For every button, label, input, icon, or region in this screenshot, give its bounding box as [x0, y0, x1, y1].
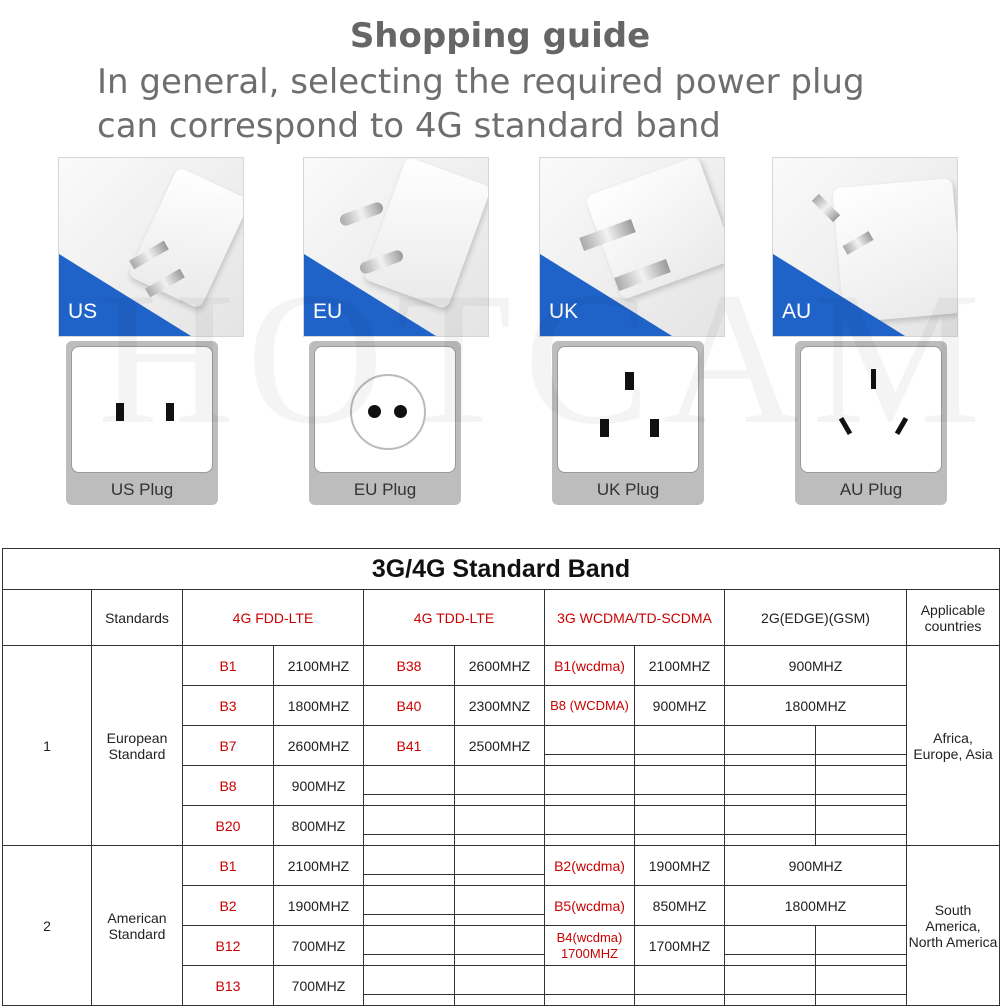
freq-cell: 1900MHZ: [635, 846, 725, 886]
freq-cell: 1800MHZ: [725, 686, 907, 726]
freq-cell: 700MHZ: [274, 926, 364, 966]
band-cell: B8 (WCDMA): [545, 686, 635, 726]
band-cell: B4(wcdma) 1700MHZ: [545, 926, 635, 966]
band-cell: B7: [183, 726, 274, 766]
header-countries: Applicable countries: [907, 590, 1000, 646]
us-socket: [66, 341, 218, 505]
freq-cell: 2600MHZ: [455, 646, 545, 686]
applicable-countries: South America, North America: [907, 846, 1000, 1006]
freq-cell: 900MHZ: [635, 686, 725, 726]
applicable-countries: Africa, Europe, Asia: [907, 646, 1000, 846]
freq-cell: 800MHZ: [274, 806, 364, 846]
us-plug-label: US Plug: [110, 480, 174, 499]
band-cell: B2(wcdma): [545, 846, 635, 886]
eu-plug-label: EU Plug: [353, 480, 417, 499]
uk-plug-label: UK Plug: [596, 480, 660, 499]
freq-cell: 1700MHZ: [635, 926, 725, 966]
freq-cell: 2100MHZ: [635, 646, 725, 686]
freq-cell: 700MHZ: [274, 966, 364, 1006]
freq-cell: 900MHZ: [725, 846, 907, 886]
standard-name: American Standard: [92, 846, 183, 1006]
band-cell: B38: [364, 646, 455, 686]
eu-plug-photo: [303, 157, 489, 337]
band-cell: B41: [364, 726, 455, 766]
standard-name: European Standard: [92, 646, 183, 846]
eu-socket: [309, 341, 461, 505]
band-cell: B13: [183, 966, 274, 1006]
band-cell: B1: [183, 846, 274, 886]
header-fdd: 4G FDD-LTE: [183, 590, 364, 646]
table-title: 3G/4G Standard Band: [3, 549, 1000, 590]
header-wcdma: 3G WCDMA/TD-SCDMA: [545, 590, 725, 646]
table-row: [3, 846, 1000, 886]
au-socket: [795, 341, 947, 505]
uk-plug-photo: [539, 157, 725, 337]
freq-cell: 1800MHZ: [725, 886, 907, 926]
row-index: 1: [3, 646, 92, 846]
freq-cell: 850MHZ: [635, 886, 725, 926]
us-plug-photo: [58, 157, 244, 337]
freq-cell: 1900MHZ: [274, 886, 364, 926]
header-tdd: 4G TDD-LTE: [364, 590, 545, 646]
band-cell: B12: [183, 926, 274, 966]
uk-socket: [552, 341, 704, 505]
freq-cell: 2600MHZ: [274, 726, 364, 766]
freq-cell: 900MHZ: [725, 646, 907, 686]
band-cell: B1: [183, 646, 274, 686]
freq-cell: 2100MHZ: [274, 846, 364, 886]
band-cell: B2: [183, 886, 274, 926]
freq-cell: 900MHZ: [274, 766, 364, 806]
band-cell: B40: [364, 686, 455, 726]
region-label-au: AU: [782, 300, 812, 323]
band-cell: B5(wcdma): [545, 886, 635, 926]
freq-cell: 1800MHZ: [274, 686, 364, 726]
band-table: [2, 548, 1000, 1006]
band-cell: B20: [183, 806, 274, 846]
page-title: Shopping guide: [349, 16, 651, 56]
subtitle-line-2: can correspond to 4G standard band: [97, 106, 721, 146]
region-label-uk: UK: [549, 300, 579, 323]
table-header-row: [3, 590, 1000, 646]
au-plug-label: AU Plug: [839, 480, 903, 499]
region-label-eu: EU: [313, 300, 343, 323]
header-standards: Standards: [92, 590, 183, 646]
freq-cell: 2300MNZ: [455, 686, 545, 726]
region-label-us: US: [68, 300, 98, 323]
row-index: 2: [3, 846, 92, 1006]
band-cell: B3: [183, 686, 274, 726]
band-cell: B8: [183, 766, 274, 806]
freq-cell: 2100MHZ: [274, 646, 364, 686]
header-gsm: 2G(EDGE)(GSM): [725, 590, 907, 646]
au-plug-photo: [772, 157, 958, 337]
table-row: [3, 646, 1000, 686]
freq-cell: 2500MHZ: [455, 726, 545, 766]
subtitle-line-1: In general, selecting the required power plug: [97, 62, 865, 102]
band-cell: B1(wcdma): [545, 646, 635, 686]
